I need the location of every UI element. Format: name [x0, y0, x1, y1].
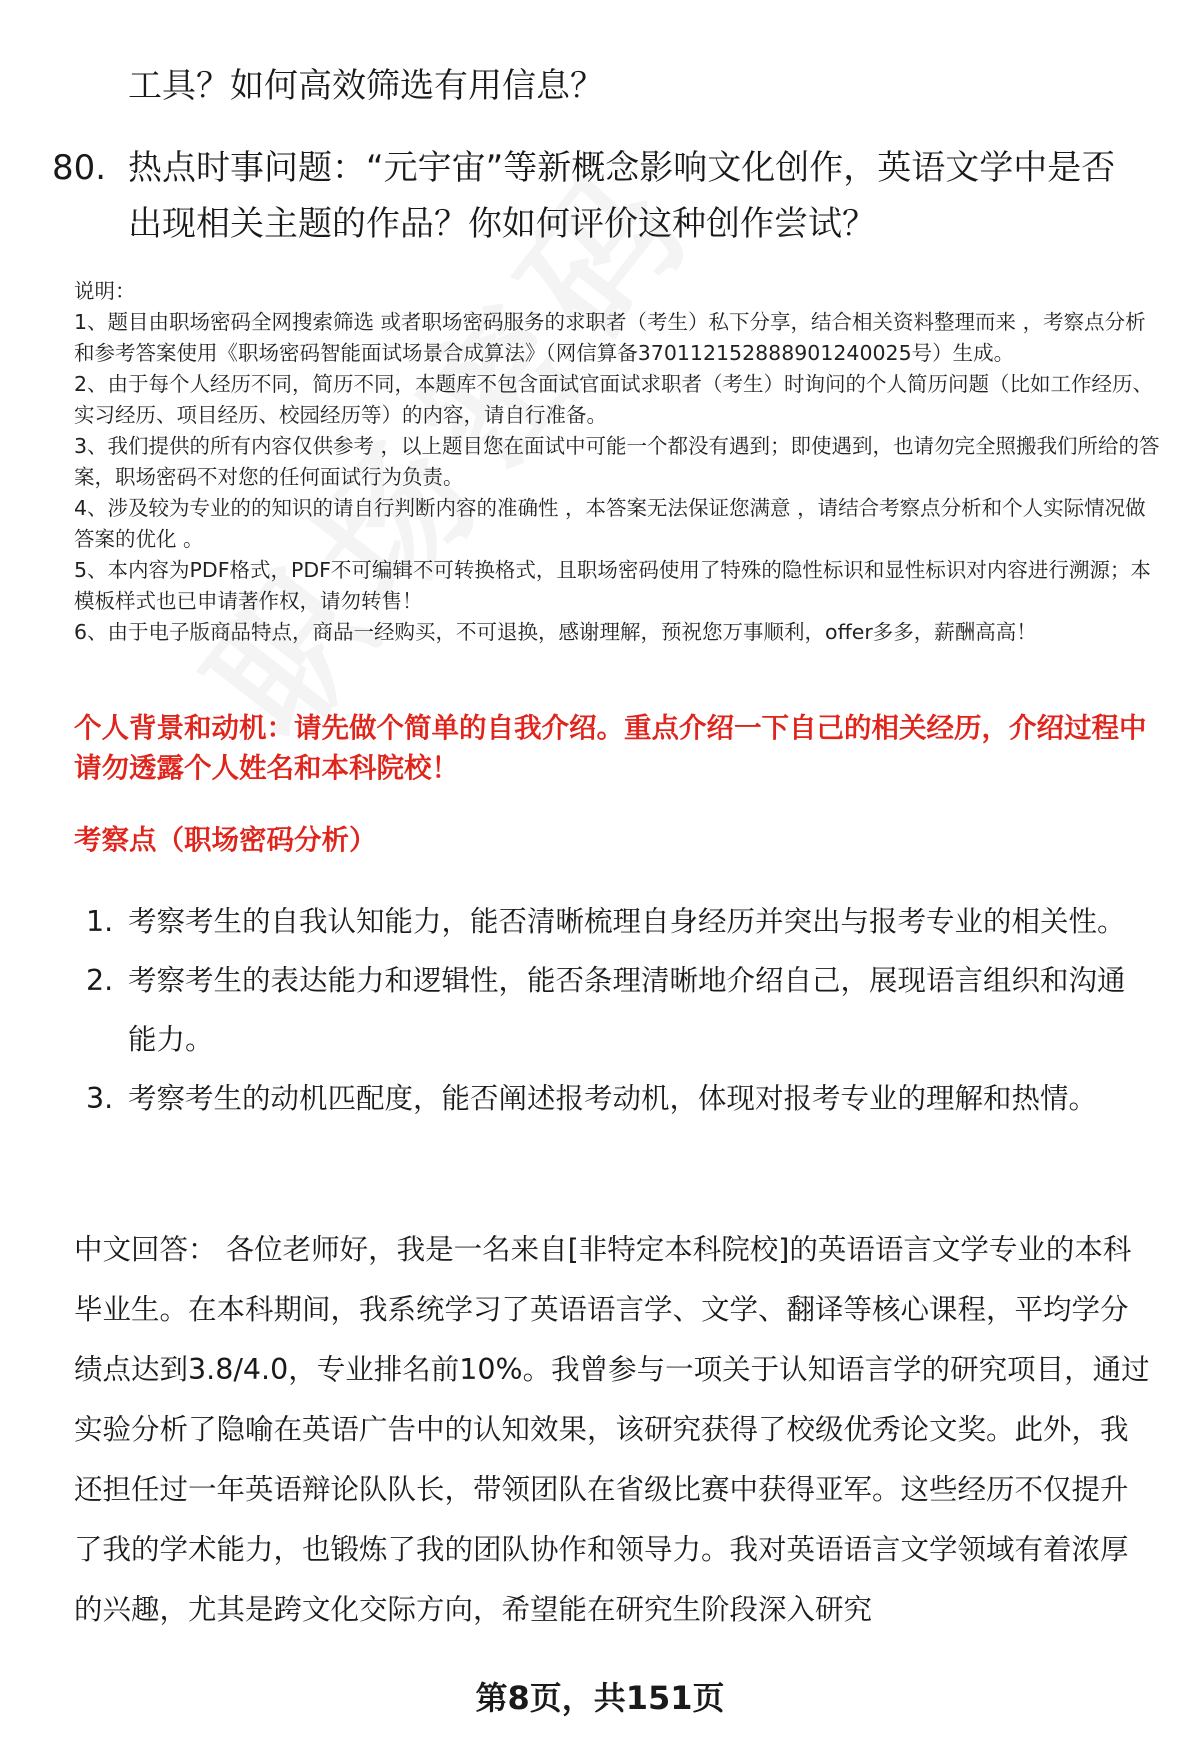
- list-item-text: 考察考生的表达能力和逻辑性，能否条理清晰地介绍自己，展现语言组织和沟通能力。: [128, 964, 1126, 1056]
- question-80: [52, 140, 1142, 252]
- notes-item: 3、我们提供的所有内容仅供参考 ，以上题目您在面试中可能一个都没有遇到；即使遇到，也请勿完全照搬我们所给的答案，职场密码不对您的任何面试行为负责。: [74, 434, 1160, 489]
- analysis-points-list: [86, 892, 1146, 1128]
- list-item-text: 考察考生的动机匹配度，能否阐述报考动机，体现对报考专业的理解和热情。: [128, 1082, 1098, 1115]
- answer-paragraph: [74, 1220, 1154, 1640]
- notes-item: 6、由于电子版商品特点，商品一经购买，不可退换，感谢理解，预祝您万事顺利，offer多多，薪酬高高！: [74, 620, 1037, 644]
- question-number: 80.: [52, 148, 107, 188]
- list-item: [86, 892, 1146, 951]
- intro-question: 个人背景和动机：请先做个简单的自我介绍。重点介绍一下自己的相关经历，介绍过程中请勿透露个人姓名和本科院校！: [74, 712, 1147, 784]
- list-item: [86, 951, 1146, 1069]
- notes-item: 1、题目由职场密码全网搜索筛选 或者职场密码服务的求职者（考生）私下分享，结合相关资料整理而来 ，考察点分析和参考答案使用《职场密码智能面试场景合成算法》（网信算备370112152888901240025号）生成。: [74, 310, 1146, 365]
- notes-item: 5、本内容为PDF格式，PDF不可编辑不可转换格式，且职场密码使用了特殊的隐性标识和显性标识对内容进行溯源；本模板样式也已申请著作权，请勿转售！: [74, 558, 1151, 613]
- analysis-heading: 考察点（职场密码分析）: [74, 824, 377, 856]
- answer-label: 中文回答：: [74, 1233, 217, 1266]
- list-item-number: 1.: [86, 905, 114, 938]
- list-item-text: 考察考生的自我认知能力，能否清晰梳理自身经历并突出与报考专业的相关性。: [128, 905, 1126, 938]
- question-continuation: 工具？如何高效筛选有用信息？: [128, 66, 604, 106]
- notes-item: 2、由于每个人经历不同，简历不同，本题库不包含面试官面试求职者（考生）时询问的个人简历问题（比如工作经历、实习经历、项目经历、校园经历等）的内容，请自行准备。: [74, 372, 1154, 427]
- question-text: 热点时事问题：“元宇宙”等新概念影响文化创作，英语文学中是否出现相关主题的作品？你如何评价这种创作尝试？: [128, 148, 1116, 244]
- notes-item: 4、涉及较为专业的的知识的请自行判断内容的准确性 ，本答案无法保证您满意 ，请结合考察点分析和个人实际情况做答案的优化 。: [74, 496, 1146, 551]
- list-item-number: 3.: [86, 1082, 114, 1115]
- notes-title: 说明：: [74, 279, 136, 303]
- page-number: 第8页，共151页: [475, 1679, 725, 1717]
- list-item: [86, 1069, 1146, 1128]
- list-item-number: 2.: [86, 964, 114, 997]
- notes-section: [74, 276, 1164, 648]
- answer-text: 各位老师好，我是一名来自[非特定本科院校]的英语语言文学专业的本科毕业生。在本科期间，我系统学习了英语语言学、文学、翻译等核心课程，平均学分绩点达到3.8/4.0，专业排名前10%。我曾参与一项关于认知语言学的研究项目，通过实验分析了隐喻在英语广告中的认知效果，该研究获得了校级优秀论文奖。此外，我还担任过一年英语辩论队队长，带领团队在省级比赛中获得亚军。这些经历不仅提升了我的学术能力，也锻炼了我的团队协作和领导力。我对英语语言文学领域有着浓厚的兴趣，尤其是跨文化交际方向，希望能在研究生阶段深入研究: [74, 1233, 1150, 1626]
